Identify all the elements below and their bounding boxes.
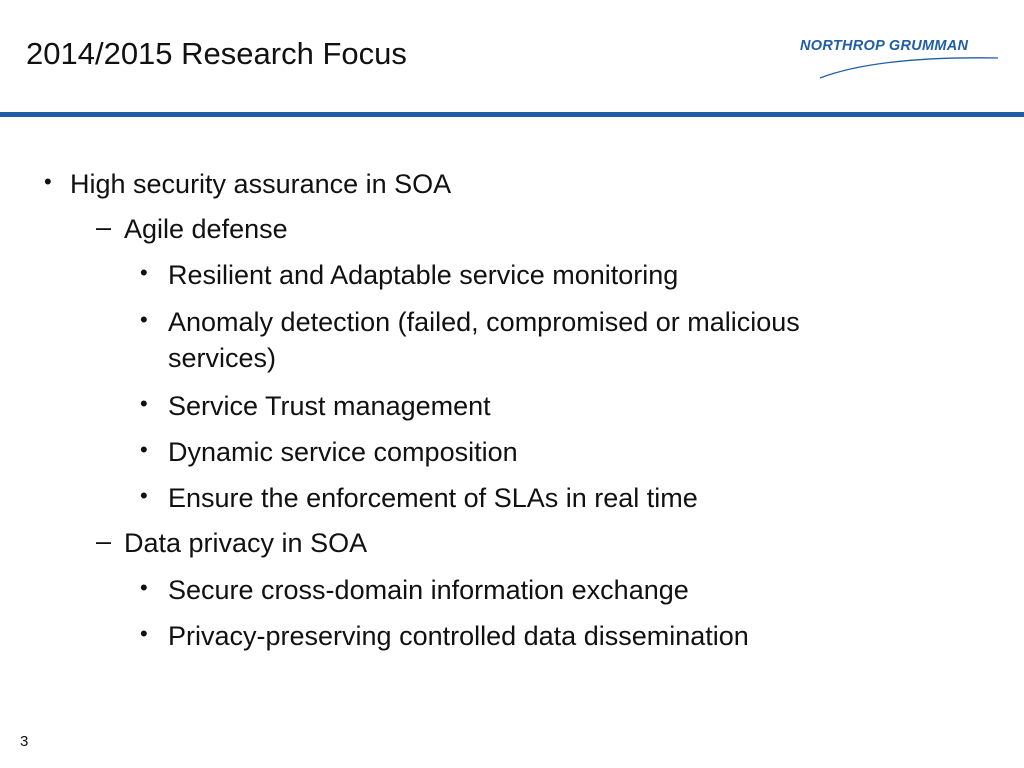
bullet-level3-text: Privacy-preserving controlled data dissemination [168,621,749,651]
bullet-level3-continuation: services) [168,343,277,373]
bullet-level2-text: Data privacy in SOA [124,528,368,558]
bullet-marker: • [140,621,148,646]
bullet-level3-text: Anomaly detection (failed, compromised or malicious [168,307,800,337]
bullet-level3-text: Resilient and Adaptable service monitoring [168,260,679,290]
dash-marker: – [96,526,112,556]
bullet-marker: • [140,575,148,600]
dash-marker: – [96,212,112,242]
header-rule [0,112,1024,117]
logo-text: NORTHROP GRUMMAN [800,38,969,54]
slide-title: 2014/2015 Research Focus [26,36,407,71]
bullet-marker: • [140,260,148,285]
bullet-level3-text: Service Trust management [168,391,491,421]
bullet-level3-text: Dynamic service composition [168,437,518,467]
bullet-level1-text: High security assurance in SOA [70,169,452,199]
bullet-marker: • [140,437,148,462]
bullet-level3-text: Ensure the enforcement of SLAs in real time [168,483,698,513]
bullet-level3-text: Secure cross-domain information exchange [168,575,689,605]
logo-swoosh [820,58,998,78]
page-number: 3 [20,733,29,750]
bullet-marker: • [140,391,148,416]
northrop-grumman-logo [798,30,1002,82]
bullet-level2-text: Agile defense [124,214,288,244]
bullet-marker: • [140,307,148,332]
bullet-marker: • [140,483,148,508]
bullet-marker: • [44,169,52,194]
